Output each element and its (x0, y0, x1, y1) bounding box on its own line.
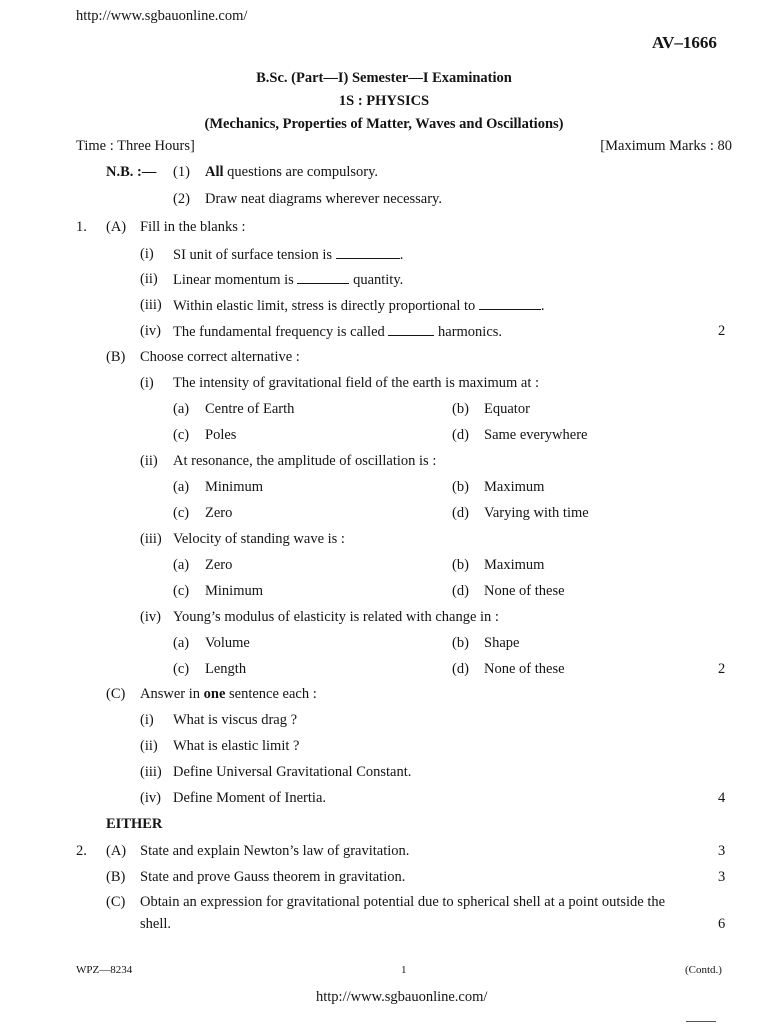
marks: 6 (718, 916, 726, 932)
sub-num: (iii) (140, 764, 162, 780)
fill-blank-item (173, 246, 403, 264)
answer-blank (388, 323, 434, 336)
item-text: . (540, 298, 545, 314)
answer-blank (297, 271, 349, 284)
question-number: 2. (76, 843, 87, 859)
part-text (140, 686, 317, 703)
marks: 3 (718, 869, 726, 885)
option-text: Minimum (205, 583, 264, 599)
nb-text: Draw neat diagrams wherever necessary. (205, 191, 442, 207)
sub-num: (ii) (140, 738, 158, 754)
part-text-continued: shell. (140, 916, 172, 932)
part-text-pre: Answer in (140, 686, 201, 702)
paper-code: AV–1666 (652, 33, 717, 52)
question-number: 1. (76, 219, 87, 235)
answer-blank (336, 246, 400, 259)
option-text: Length (205, 661, 247, 677)
nb-text: questions are compulsory. (227, 164, 379, 180)
footer-code: WPZ—8234 (76, 964, 133, 976)
sub-num: (i) (140, 246, 154, 262)
part-label: (A) (106, 843, 127, 859)
sub-num: (i) (140, 712, 154, 728)
contd-label: (Contd.) (685, 964, 722, 976)
max-marks: [Maximum Marks : 80 (600, 138, 732, 154)
part-text: State and prove Gauss theorem in gravitation. (140, 869, 406, 885)
fill-blank-item (173, 271, 403, 289)
option-text: Same everywhere (484, 427, 588, 443)
option-label: (c) (173, 661, 190, 677)
sub-num: (iii) (140, 297, 162, 313)
subject-title: 1S : PHYSICS (338, 93, 430, 109)
option-label: (a) (173, 557, 190, 573)
part-label: (A) (106, 219, 127, 235)
item-text: Within elastic limit, stress is directly proportional to (173, 298, 476, 314)
part-text: State and explain Newton’s law of gravitation. (140, 843, 410, 859)
either-heading: EITHER (106, 816, 163, 832)
option-text: None of these (484, 583, 565, 599)
option-text: Volume (205, 635, 250, 651)
mcq-question: Velocity of standing wave is : (173, 531, 345, 547)
option-text: Maximum (484, 479, 545, 495)
sub-num: (i) (140, 375, 154, 391)
sub-num: (iv) (140, 323, 161, 339)
part-text-post: sentence each : (229, 686, 317, 702)
part-text: Choose correct alternative : (140, 349, 300, 365)
fill-blank-item (173, 323, 502, 341)
option-text: None of these (484, 661, 565, 677)
option-text: Centre of Earth (205, 401, 295, 417)
mcq-question: The intensity of gravitational field of the earth is maximum at : (173, 375, 540, 391)
option-label: (b) (452, 479, 469, 495)
bottom-url: http://www.sgbauonline.com/ (316, 989, 488, 1005)
exam-title: B.Sc. (Part—I) Semester—I Examination (256, 70, 512, 86)
option-text: Varying with time (484, 505, 589, 521)
scan-artifact-line (686, 1021, 716, 1022)
marks: 2 (718, 323, 726, 339)
option-label: (b) (452, 635, 469, 651)
sub-num: (ii) (140, 453, 158, 469)
option-label: (d) (452, 505, 469, 521)
option-label: (a) (173, 635, 190, 651)
part-text: Fill in the blanks : (140, 219, 246, 235)
sub-num: (iii) (140, 531, 162, 547)
option-text: Zero (205, 557, 233, 573)
paper-title: (Mechanics, Properties of Matter, Waves and Oscillations) (204, 116, 564, 132)
fill-blank-item (173, 297, 545, 315)
item-text: harmonics. (438, 324, 503, 340)
option-label: (c) (173, 505, 190, 521)
item-text: quantity. (353, 272, 404, 288)
option-text: Poles (205, 427, 237, 443)
option-label: (b) (452, 557, 469, 573)
nb-item (205, 164, 378, 181)
part-text: Obtain an expression for gravitational potential due to spherical shell at a point outside the (140, 894, 666, 910)
option-label: (c) (173, 427, 190, 443)
option-label: (d) (452, 427, 469, 443)
short-question: Define Universal Gravitational Constant. (173, 764, 412, 780)
part-label: (B) (106, 869, 126, 885)
marks: 4 (718, 790, 726, 806)
option-text: Minimum (205, 479, 264, 495)
part-label: (C) (106, 686, 126, 702)
option-label: (d) (452, 661, 469, 677)
marks: 3 (718, 843, 726, 859)
short-question: Define Moment of Inertia. (173, 790, 327, 806)
sub-num: (iv) (140, 609, 161, 625)
sub-num: (ii) (140, 271, 158, 287)
option-text: Shape (484, 635, 520, 651)
option-label: (d) (452, 583, 469, 599)
answer-blank (479, 297, 541, 310)
nb-bold-word: All (205, 164, 224, 180)
item-text: Linear momentum is (173, 272, 294, 288)
part-text-bold: one (203, 686, 226, 702)
short-question: What is viscus drag ? (173, 712, 298, 728)
nb-num: (2) (173, 191, 190, 207)
part-label: (C) (106, 894, 126, 910)
nb-num: (1) (173, 164, 190, 180)
item-text: The fundamental frequency is called (173, 324, 385, 340)
option-label: (c) (173, 583, 190, 599)
option-label: (a) (173, 401, 190, 417)
option-text: Equator (484, 401, 530, 417)
time-label: Time : Three Hours] (76, 138, 195, 154)
page-number: 1 (401, 964, 407, 976)
marks: 2 (718, 661, 726, 677)
mcq-question: Young’s modulus of elasticity is related with change in : (173, 609, 499, 625)
option-text: Maximum (484, 557, 545, 573)
short-question: What is elastic limit ? (173, 738, 300, 754)
option-text: Zero (205, 505, 233, 521)
item-text: SI unit of surface tension is (173, 247, 333, 263)
sub-num: (iv) (140, 790, 161, 806)
nb-label: N.B. :— (106, 164, 157, 180)
top-url: http://www.sgbauonline.com/ (76, 8, 248, 24)
part-label: (B) (106, 349, 126, 365)
option-label: (b) (452, 401, 469, 417)
mcq-question: At resonance, the amplitude of oscillation is : (173, 453, 437, 469)
item-text: . (399, 247, 404, 263)
option-label: (a) (173, 479, 190, 495)
